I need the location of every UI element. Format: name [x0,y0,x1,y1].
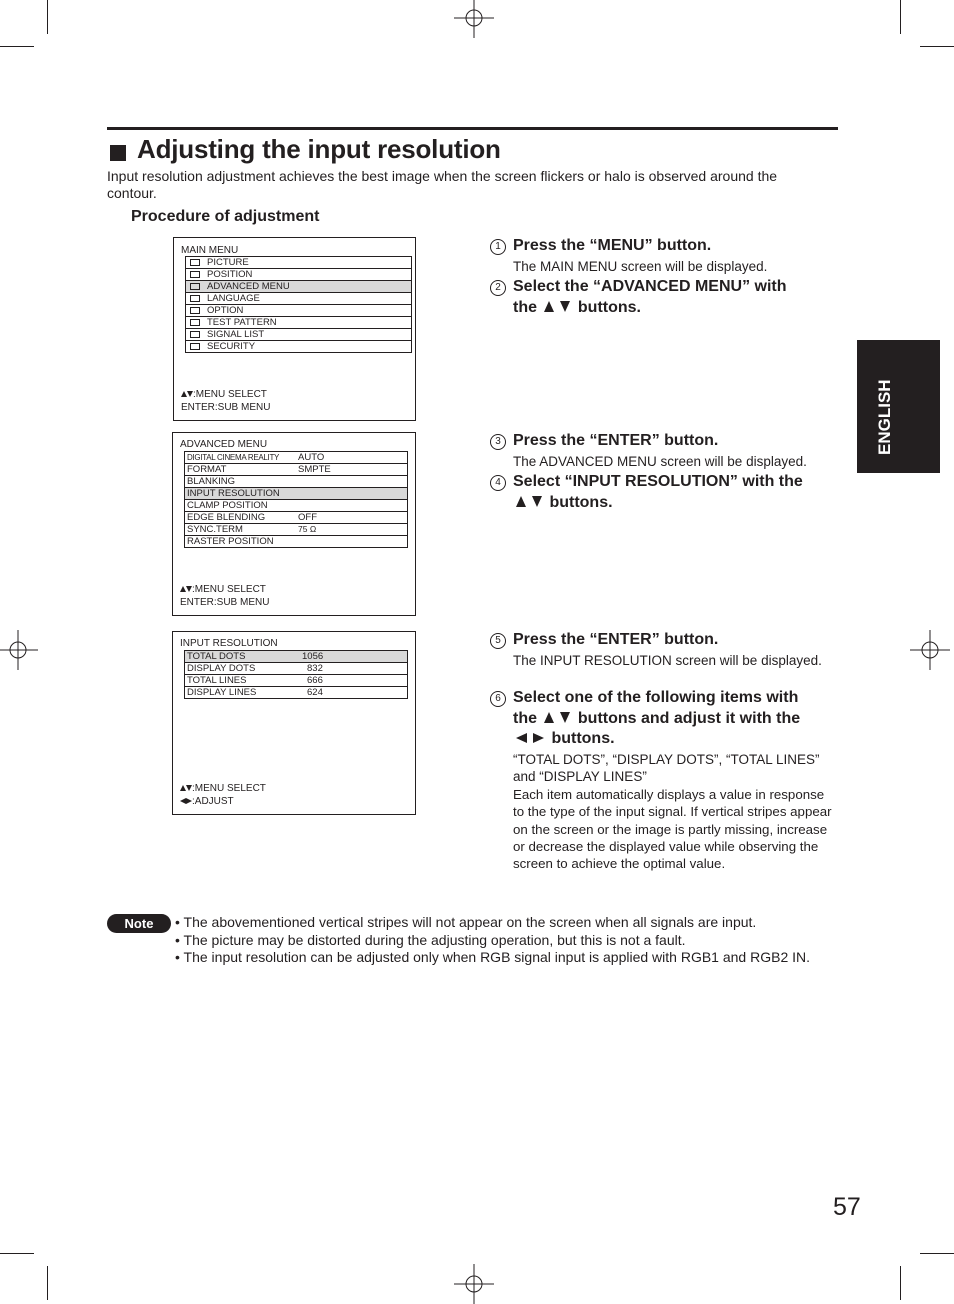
crop-mark [47,1266,48,1300]
down-arrow-icon [560,301,570,312]
crop-mark [47,0,48,34]
step-6 [490,688,835,873]
step-heading: Press the “ENTER” button. [513,432,719,449]
step-body-items: “TOTAL DOTS”, “DISPLAY DOTS”, “TOTAL LINES” and “DISPLAY LINES” [513,751,820,784]
step-heading: Select “INPUT RESOLUTION” with the buttons. [513,473,803,511]
intro-text: Input resolution adjustment achieves the best image when the screen flickers or halo is observed around the contour. [107,168,778,201]
registration-mark-icon [0,630,38,670]
menu-item-total-lines[interactable]: TOTAL LINES 666 [185,675,407,687]
crop-mark [0,1253,34,1254]
menu-item-display-dots[interactable]: DISPLAY DOTS 832 [185,663,407,675]
footer-select: :MENU SELECT [181,389,270,402]
step-3 [490,431,835,470]
top-rule [107,127,838,130]
position-icon [190,271,200,278]
language-tab [857,340,940,473]
step-body: The ADVANCED MENU screen will be displayed. [513,453,807,469]
step-heading: Select one of the following items with the buttons and adjust it with the buttons. [513,689,801,747]
page-title: Adjusting the input resolution [137,134,501,164]
registration-mark-icon [454,1264,494,1304]
procedure-heading: Procedure of adjustment [131,208,320,225]
down-arrow-icon [532,496,542,507]
note-badge: Note [107,914,171,933]
footer-adjust: :ADJUST [180,796,266,809]
step-number: 2 [490,280,506,296]
crop-mark [900,1266,901,1300]
registration-mark-icon [910,630,950,670]
input-resolution-list [184,650,408,699]
step-number: 4 [490,475,506,491]
step-number: 6 [490,691,506,707]
language-tab-label: ENGLISH [875,379,894,455]
menu-item-input-resolution[interactable]: INPUT RESOLUTION [185,488,407,500]
note-item: • The picture may be distorted during the adjusting operation, but this is not a fault. [175,931,686,948]
advanced-menu-screen [172,432,416,616]
step-body: The MAIN MENU screen will be displayed. [513,258,768,274]
menu-item-display-lines[interactable]: DISPLAY LINES 624 [187,687,323,698]
note-list [175,914,835,967]
main-menu-screen [173,237,416,421]
step-body-description: Each item automatically displays a value in response to the type of the input signal. If vertical stripes appear on the screen or the image is partly missing, increase or decrease the displayed value while observing the screen to achieve the optimal value. [513,787,832,872]
step-heading: Press the “ENTER” button. [513,631,719,648]
menu-item-clamp-position[interactable]: CLAMP POSITION [185,500,407,512]
crop-mark [0,46,34,47]
step-number: 1 [490,239,506,255]
language-icon [190,295,200,302]
step-body: The INPUT RESOLUTION screen will be displayed. [513,652,822,668]
up-arrow-icon [544,301,554,312]
menu-footer [181,389,270,414]
step-1 [490,236,835,275]
menu-item-format[interactable]: FORMAT SMPTE [185,464,407,476]
footer-select: :MENU SELECT [180,584,269,597]
menu-item-security[interactable]: SECURITY [186,341,411,352]
screen-title: MAIN MENU [181,245,239,256]
step-number: 3 [490,434,506,450]
page-number: 57 [833,1193,861,1221]
lock-icon [190,343,200,350]
step-2 [490,277,835,318]
menu-item-blanking[interactable]: BLANKING [185,476,407,488]
wrench-icon [190,283,200,290]
main-menu-list [185,256,412,353]
step-5 [490,630,835,669]
menu-footer [180,783,266,808]
menu-item-signal-list[interactable]: SIGNAL LIST [186,329,411,341]
crop-mark [920,1253,954,1254]
test-pattern-icon [190,319,200,326]
up-arrow-icon [516,496,526,507]
menu-item-picture[interactable]: PICTURE [186,257,411,269]
menu-item-edge-blending[interactable]: EDGE BLENDING OFF [185,512,407,524]
menu-item-digital-cinema-reality[interactable]: DIGITAL CINEMA REALITY AUTO [185,452,407,464]
input-resolution-screen [172,631,416,815]
menu-item-sync-term[interactable]: SYNC.TERM 75 Ω [185,524,407,536]
note-item: • The input resolution can be adjusted only when RGB signal input is applied with RGB1 and RGB2 IN. [175,949,811,965]
menu-footer [180,584,269,609]
step-number: 5 [490,633,506,649]
menu-item-position[interactable]: POSITION [186,269,411,281]
screen-title: INPUT RESOLUTION [180,638,278,649]
up-arrow-icon [544,712,554,723]
title-bullet-icon [110,145,126,161]
step-heading: Press the “MENU” button. [513,237,712,254]
screen-title: ADVANCED MENU [180,439,268,450]
menu-item-raster-position[interactable]: RASTER POSITION [187,536,274,547]
signal-list-icon [190,331,200,338]
crop-mark [900,0,901,34]
step-heading: Select the “ADVANCED MENU” with the buttons. [513,278,787,316]
right-arrow-icon [533,733,544,743]
option-icon [190,307,200,314]
advanced-menu-list [184,451,408,548]
registration-mark-icon [454,0,494,38]
footer-enter: ENTER:SUB MENU [181,401,271,413]
footer-select: :MENU SELECT [180,783,266,796]
menu-item-advanced-menu[interactable]: ADVANCED MENU [186,281,411,293]
down-arrow-icon [560,712,570,723]
step-4 [490,472,835,513]
menu-item-language[interactable]: LANGUAGE [186,293,411,305]
left-arrow-icon [516,733,527,743]
menu-item-test-pattern[interactable]: TEST PATTERN [186,317,411,329]
footer-enter: ENTER:SUB MENU [180,596,270,608]
menu-item-total-dots[interactable]: TOTAL DOTS 1056 [185,651,407,663]
picture-icon [190,259,200,266]
crop-mark [920,46,954,47]
menu-item-option[interactable]: OPTION [186,305,411,317]
note-item: • The abovementioned vertical stripes will not appear on the screen when all signals are input. [175,914,757,930]
